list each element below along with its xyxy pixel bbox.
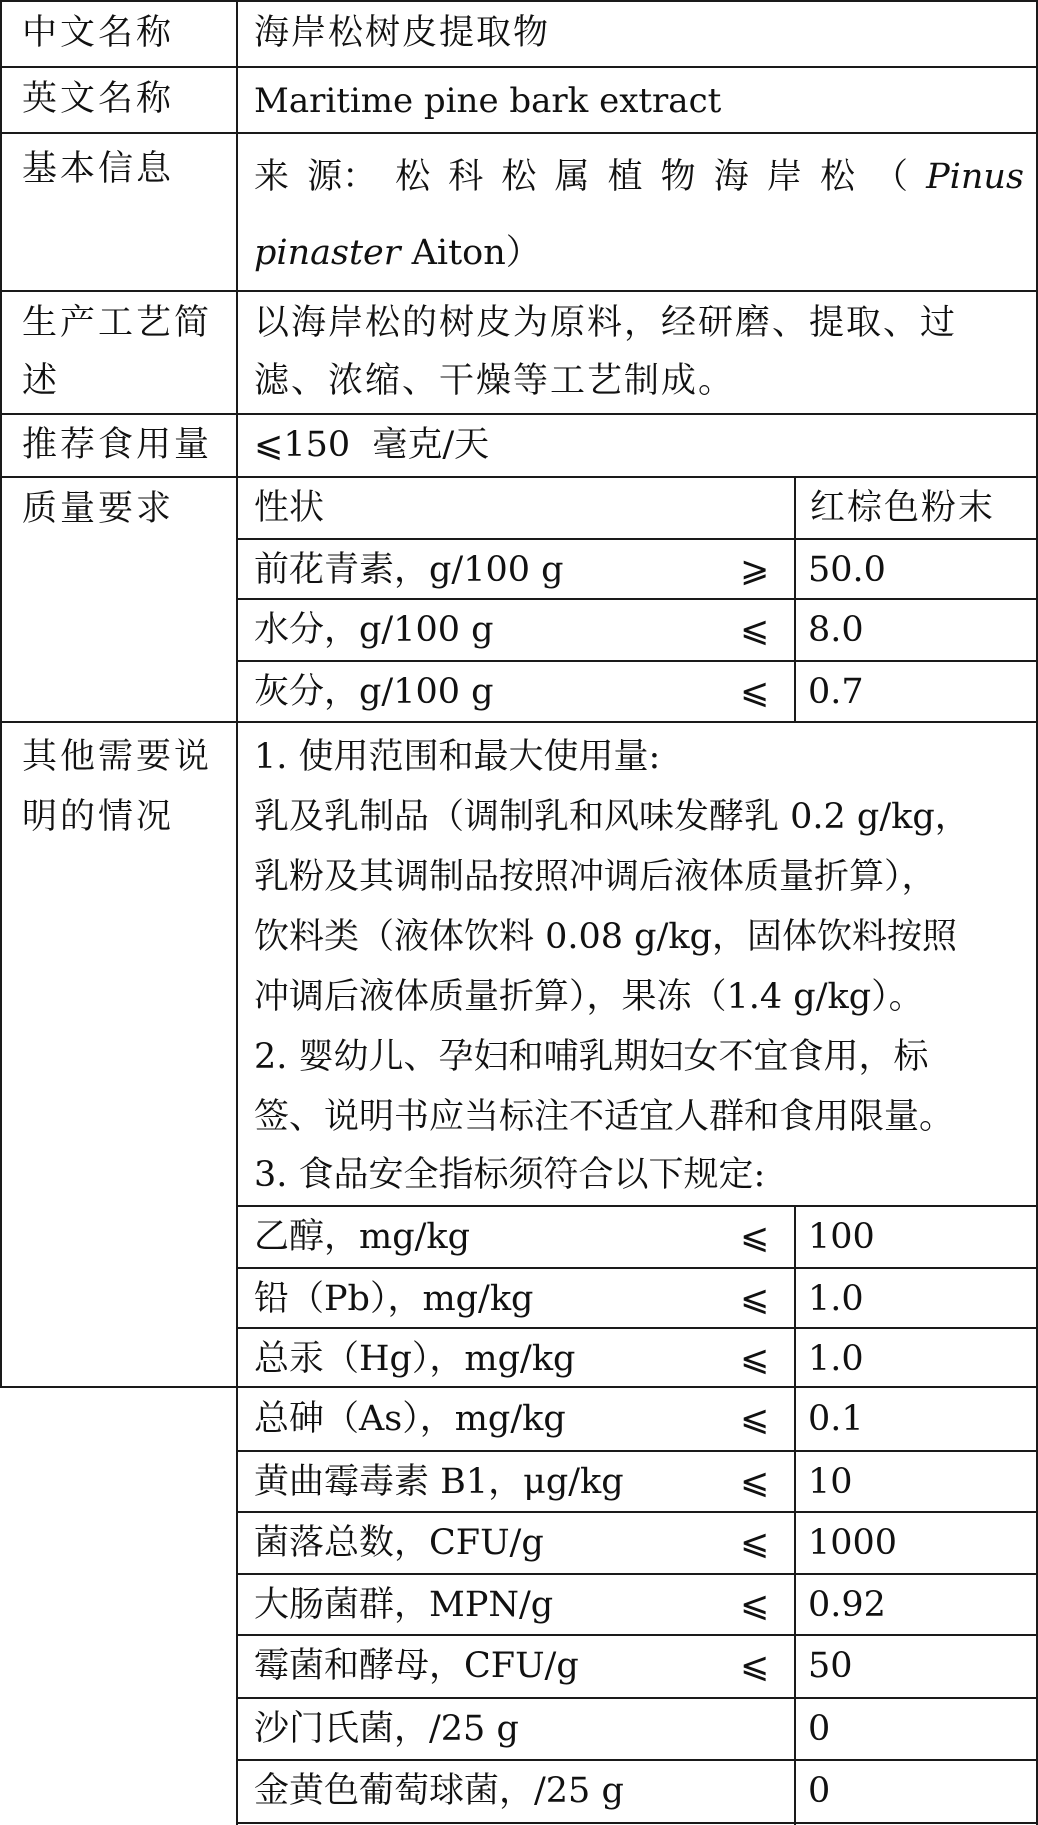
basic-info-authority: Aiton） (400, 233, 541, 273)
row-divider (236, 660, 1038, 662)
process-label-line-1: 生产工艺简 (22, 303, 213, 343)
process-value-line-1: 以海岸松的树皮为原料，经研磨、提取、过 (254, 303, 958, 343)
basic-info-char: （ (873, 157, 909, 197)
quality-item-value: 8.0 (808, 610, 864, 650)
safety-item-value: 1.0 (808, 1339, 864, 1379)
row-divider (236, 1697, 1038, 1699)
safety-item-name: 黄曲霉毒素 B1，μg/kg (254, 1462, 624, 1502)
basic-info-char: 松 (395, 157, 431, 197)
other-paragraph: 签、说明书应当标注不适宜人群和食用限量。 (254, 1097, 955, 1137)
row-divider (236, 1450, 1038, 1452)
basic-info-char: 松 (819, 157, 855, 197)
basic-info-char: 属 (554, 157, 590, 197)
safety-item-name: 金黄色葡萄球菌，/25 g (254, 1771, 624, 1811)
en-name-label: 英文名称 (22, 79, 175, 119)
basic-info-line-1 (254, 157, 1024, 197)
cn-name-value: 海岸松树皮提取物 (254, 13, 551, 53)
basic-info-label: 基本信息 (22, 149, 175, 189)
row-divider (0, 476, 1038, 478)
safety-item-name: 霉菌和酵母，CFU/g (254, 1646, 579, 1686)
safety-item-name: 菌落总数，CFU/g (254, 1523, 544, 1563)
row-divider (0, 290, 1038, 292)
quality-item-name: 灰分，g/100 g (254, 672, 494, 712)
basic-info-line-2 (254, 233, 541, 273)
safety-item-value: 0 (808, 1709, 831, 1749)
safety-item-value: 0.1 (808, 1399, 864, 1439)
safety-item-name: 总汞（Hg），mg/kg (254, 1339, 576, 1379)
safety-item-value: 50 (808, 1646, 853, 1686)
quality-item-name: 性状 (254, 488, 325, 528)
table-border-left (0, 0, 2, 1388)
safety-item-name: 总砷（As），mg/kg (254, 1399, 566, 1439)
dosage-label: 推荐食用量 (22, 425, 213, 465)
column-divider (236, 0, 238, 1825)
safety-item-value: 1.0 (808, 1279, 864, 1319)
safety-item-operator: ⩽ (740, 1217, 770, 1257)
en-name-value: Maritime pine bark extract (254, 81, 722, 121)
row-divider (236, 1327, 1038, 1329)
basic-info-char: 海 (713, 157, 749, 197)
process-label-line-2: 述 (22, 361, 61, 401)
safety-item-value: 1000 (808, 1523, 898, 1563)
safety-item-operator: ⩽ (740, 1399, 770, 1439)
quality-item-operator: ⩾ (740, 550, 770, 590)
safety-item-operator: ⩽ (740, 1646, 770, 1686)
quality-label: 质量要求 (22, 489, 175, 529)
quality-item-operator: ⩽ (740, 672, 770, 712)
safety-item-name: 大肠菌群，MPN/g (254, 1585, 554, 1625)
cn-name-label: 中文名称 (22, 13, 175, 53)
value-column-divider (794, 476, 796, 722)
basic-info-char: 植 (607, 157, 643, 197)
other-paragraph: 冲调后液体质量折算），果冻（1.4 g/kg）。 (254, 977, 924, 1017)
safety-item-operator: ⩽ (740, 1462, 770, 1502)
row-divider (236, 598, 1038, 600)
row-divider (236, 538, 1038, 540)
row-divider (0, 132, 1038, 134)
quality-item-name: 前花青素，g/100 g (254, 550, 564, 590)
other-paragraph: 2. 婴幼儿、孕妇和哺乳期妇女不宜食用，标 (254, 1037, 929, 1077)
row-divider (0, 66, 1038, 68)
quality-item-value: 红棕色粉末 (810, 488, 996, 528)
basic-info-char: 科 (448, 157, 484, 197)
dosage-value: ⩽150 毫克/天 (254, 425, 490, 465)
quality-item-value: 0.7 (808, 672, 864, 712)
basic-info-char: 源： (307, 157, 378, 197)
quality-item-value: 50.0 (808, 550, 886, 590)
row-divider (236, 1267, 1038, 1269)
safety-item-value: 0.92 (808, 1585, 886, 1625)
process-value-line-2: 滤、浓缩、干燥等工艺制成。 (254, 361, 736, 401)
quality-item-name: 水分，g/100 g (254, 610, 494, 650)
other-paragraph: 乳粉及其调制品按照冲调后液体质量折算）， (254, 857, 937, 897)
basic-info-char: 岸 (766, 157, 802, 197)
row-divider (236, 1573, 1038, 1575)
safety-item-value: 10 (808, 1462, 853, 1502)
other-paragraph: 1. 使用范围和最大使用量: (254, 737, 661, 777)
basic-info-genus: Pinus (926, 157, 1024, 197)
basic-info-char: 来 (254, 157, 290, 197)
safety-item-name: 沙门氏菌，/25 g (254, 1709, 519, 1749)
safety-item-operator: ⩽ (740, 1279, 770, 1319)
safety-item-value: 0 (808, 1771, 831, 1811)
basic-info-species: pinaster (254, 233, 401, 273)
row-divider (236, 1759, 1038, 1761)
page-break-line (0, 1386, 1038, 1388)
quality-item-operator: ⩽ (740, 610, 770, 650)
safety-item-value: 100 (808, 1217, 875, 1257)
basic-info-char: 松 (501, 157, 537, 197)
safety-item-operator: ⩽ (740, 1339, 770, 1379)
safety-item-name: 乙醇，mg/kg (254, 1217, 470, 1257)
other-paragraph: 饮料类（液体饮料 0.08 g/kg，固体饮料按照 (254, 917, 957, 957)
row-divider (0, 413, 1038, 415)
other-paragraph: 乳及乳制品（调制乳和风味发酵乳 0.2 g/kg， (254, 797, 970, 837)
table-border-bottom (236, 1822, 1038, 1824)
safety-item-operator: ⩽ (740, 1523, 770, 1563)
safety-item-name: 铅（Pb），mg/kg (254, 1279, 534, 1319)
row-divider (236, 1511, 1038, 1513)
table-border-top (0, 0, 1038, 2)
basic-info-char: 物 (660, 157, 696, 197)
row-divider (236, 1205, 1038, 1207)
other-label-line-2: 明的情况 (22, 797, 175, 837)
value-column-divider (794, 1205, 796, 1825)
other-label-line-1: 其他需要说 (22, 737, 213, 777)
safety-item-operator: ⩽ (740, 1585, 770, 1625)
other-paragraph: 3. 食品安全指标须符合以下规定: (254, 1155, 766, 1195)
row-divider (236, 1634, 1038, 1636)
row-divider (0, 721, 1038, 723)
